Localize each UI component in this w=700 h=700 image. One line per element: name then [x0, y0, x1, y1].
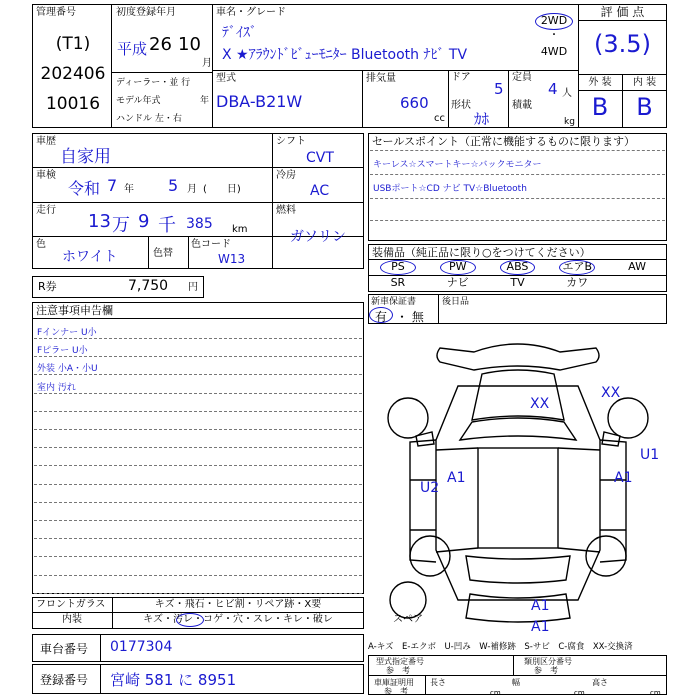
sales-point-line: USBポート☆CD ナビ TV☆Bluetooth: [373, 184, 527, 194]
warranty-label: 新車保証書: [371, 297, 417, 307]
name-label: 車名・グレード: [216, 7, 286, 18]
type-value: DBA-B21W: [216, 92, 303, 111]
ref-label: 参 考: [384, 687, 408, 696]
shape-label: 形状: [451, 100, 471, 111]
exterior-grade: B: [591, 93, 609, 121]
kg-unit: kg: [564, 117, 575, 127]
equipment-circle: [500, 260, 536, 275]
note-line: 室内 汚れ: [37, 382, 76, 393]
mark-a1-right: A1: [614, 470, 633, 486]
handle-label: ハンドル 左・右: [116, 114, 182, 124]
recycle-value: 7,750: [128, 278, 169, 294]
month-unit: 月: [202, 58, 212, 69]
car-name: ﾃﾞｲｽﾞ: [222, 25, 257, 41]
divider: [578, 20, 667, 21]
divider: [32, 202, 272, 203]
cm-unit: cm: [490, 689, 501, 697]
divider: [272, 202, 364, 203]
note-line: 外装 小A・小U: [37, 364, 98, 375]
shift-value: CVT: [306, 150, 334, 166]
divider: [272, 167, 364, 168]
front-glass-label: フロントガラス: [36, 599, 106, 610]
mgmt-t: (T1): [55, 34, 91, 54]
interior-insp-label: 内装: [62, 614, 82, 625]
length-label: 長さ: [430, 678, 446, 687]
divider: [508, 70, 509, 128]
type-label: 型式: [216, 73, 236, 84]
mark-u1: U1: [640, 447, 660, 463]
color-value: ホワイト: [62, 249, 118, 265]
divider: [368, 675, 667, 676]
fuel-label: 燃料: [276, 205, 296, 216]
equipment-item: TV: [510, 276, 525, 289]
shift-label: シフト: [276, 136, 306, 147]
equipment-item: ABS: [506, 260, 529, 273]
divider: [212, 70, 578, 71]
mgmt-no2: 10016: [45, 94, 101, 114]
equipment-circle: [380, 260, 416, 275]
mgmt-label: 管理番号: [36, 7, 76, 18]
warranty-rest: ・ 無: [396, 310, 424, 324]
mark-a1-rear: A1: [531, 598, 550, 614]
mgmt-no1: 202406: [40, 64, 106, 84]
front-glass-items: キズ・飛石・ヒビ割・リペア跡・X要: [154, 599, 322, 610]
note-line: Fピラー U小: [37, 346, 88, 357]
mark-xx-right: XX: [601, 385, 621, 401]
sales-point-line: キーレス☆スマートキー☆バックモニター: [373, 160, 542, 170]
divider: [272, 133, 273, 269]
equipment-item: エアB: [562, 260, 593, 273]
shape-value: ｶﾎ: [474, 110, 490, 128]
note-rule: [34, 411, 362, 412]
note-rule: [34, 374, 362, 375]
insp-year: 7: [107, 176, 118, 195]
divider: [32, 612, 364, 613]
note-rule: [34, 356, 362, 357]
recycle-label: R券: [38, 280, 57, 293]
note-rule: [34, 484, 362, 485]
divider: [100, 634, 101, 662]
chassis-value: 0177304: [110, 639, 173, 655]
note-rule: [34, 465, 362, 466]
cm-unit: cm: [574, 689, 585, 697]
type-cert-label: 型式指定番号: [376, 657, 424, 666]
divider: [370, 198, 665, 199]
model-year-label: モデル年式: [116, 96, 161, 106]
drive-2wd: 2WD: [540, 14, 568, 27]
interior-grade: B: [636, 93, 653, 121]
divider: [370, 150, 665, 151]
year-unit: 年: [200, 96, 210, 106]
exterior-label: 外 装: [588, 77, 612, 88]
divider: [32, 318, 364, 319]
yen-unit: 円: [188, 282, 198, 293]
note-rule: [34, 593, 362, 594]
displacement-label: 排気量: [366, 73, 396, 84]
note-rule: [34, 393, 362, 394]
insp-day-unit: ( 日): [203, 184, 241, 195]
repaint-label: 色替: [153, 248, 173, 259]
divider: [370, 174, 665, 175]
mark-xx-roof: XX: [530, 396, 550, 412]
equipment-circle: [559, 260, 595, 275]
note-rule: [34, 556, 362, 557]
note-rule: [34, 575, 362, 576]
insp-era: 令和: [68, 179, 101, 198]
recycle-box: [32, 276, 204, 298]
history-value: 自家用: [60, 147, 111, 167]
cm-unit: cm: [650, 689, 661, 697]
note-rule: [34, 447, 362, 448]
ref-label: 参 考: [534, 666, 558, 675]
divider: [100, 664, 101, 694]
man-unit: 万: [112, 215, 130, 236]
first-reg-label: 初度登録年月: [116, 7, 176, 18]
era: 平成: [117, 40, 148, 58]
reg-label: 登録番号: [40, 673, 89, 687]
note-rule: [34, 520, 362, 521]
divider: [32, 167, 272, 168]
color-code-label: 色コード: [191, 239, 231, 250]
notes-label: 注意事項申告欄: [36, 304, 113, 317]
divider: [513, 655, 514, 675]
note-rule: [34, 429, 362, 430]
spare-label: スペア: [393, 614, 423, 625]
door-value: 5: [494, 80, 504, 98]
load-label: 積載: [512, 100, 532, 111]
reg-value: 宮崎 581 に 8951: [110, 671, 237, 689]
displacement-value: 660: [400, 94, 429, 112]
history-label: 車歴: [36, 136, 56, 147]
drive-dot: ・: [549, 30, 559, 41]
insp-month-unit: 月: [187, 184, 197, 195]
interior-label: 内 装: [632, 77, 657, 88]
width-label: 幅: [512, 678, 520, 687]
interior-insp-items: キズ・汚レ・コゲ・穴・スレ・キレ・破レ: [143, 614, 333, 625]
ref-label: 参 考: [386, 666, 410, 675]
damage-legend: A-キズ E-エクボ U-凹み W-補修跡 S-サビ C-腐食 XX-交換済: [368, 642, 633, 652]
equipment-item: SR: [390, 276, 406, 289]
insp-year-unit: 年: [124, 184, 134, 195]
class-label: 類別区分番号: [524, 657, 572, 666]
divider: [188, 236, 189, 269]
fuel-value: ガソリン: [290, 229, 346, 245]
chassis-label: 車台番号: [40, 642, 89, 656]
year: 26: [149, 34, 172, 55]
door-label: ドア: [451, 72, 471, 83]
sen-unit: 千: [158, 215, 176, 236]
equipment-item: ナビ: [446, 276, 469, 289]
mileage-man: 13: [88, 211, 111, 232]
color-label: 色: [36, 239, 46, 250]
grade: X ★ｱﾗｳﾝﾄﾞﾋﾞｭｰﾓﾆﾀｰ Bluetooth ﾅﾋﾞ TV: [222, 47, 468, 63]
month: 10: [178, 34, 201, 55]
ac-label: 冷房: [276, 170, 296, 181]
dealer-label: ディーラー・並 行: [116, 78, 191, 88]
mileage-label: 走行: [36, 205, 56, 216]
mileage-sen: 9: [138, 211, 150, 232]
equipment-item: PW: [448, 260, 467, 273]
mark-a1-bottom: A1: [531, 619, 550, 635]
drive-4wd: 4WD: [540, 45, 568, 58]
capacity-value: 4: [548, 80, 558, 98]
equipment-item: AW: [628, 260, 646, 273]
equipment-circle: [440, 260, 476, 275]
divider: [438, 294, 439, 324]
note-rule: [34, 338, 362, 339]
divider: [212, 4, 213, 128]
mileage-rest: 385: [186, 216, 213, 232]
cc-unit: cc: [434, 113, 445, 124]
equipment-label: 装備品（純正品に限り○をつけてください）: [372, 246, 591, 259]
equipment-item: カワ: [566, 276, 589, 289]
spare-key-label: 後日品: [442, 297, 470, 307]
divider: [148, 236, 149, 269]
color-code: W13: [218, 252, 246, 266]
divider: [448, 70, 449, 128]
divider: [370, 220, 665, 221]
score: (3.5): [594, 30, 651, 58]
capacity-unit: 人: [562, 88, 572, 99]
ac-value: AC: [310, 183, 330, 199]
insp-month: 5: [168, 176, 179, 195]
mark-a1-left: A1: [447, 470, 466, 486]
divider: [111, 72, 212, 73]
sales-points-label: セールスポイント（正常に機能するものに限ります）: [372, 135, 636, 148]
score-label: 評 価 点: [600, 5, 645, 19]
divider: [425, 675, 426, 695]
cert-label: 車庫証明用: [374, 678, 414, 687]
note-line: Fインナー U小: [37, 328, 97, 338]
mark-u2: U2: [420, 480, 440, 496]
divider: [362, 70, 363, 128]
inspection-label: 車検: [36, 170, 56, 181]
height-label: 高さ: [592, 678, 608, 687]
equipment-item: PS: [391, 260, 405, 273]
note-rule: [34, 502, 362, 503]
capacity-label: 定員: [512, 72, 532, 83]
note-rule: [34, 538, 362, 539]
km-unit: km: [232, 224, 248, 235]
warranty-yes: 有: [375, 310, 388, 324]
